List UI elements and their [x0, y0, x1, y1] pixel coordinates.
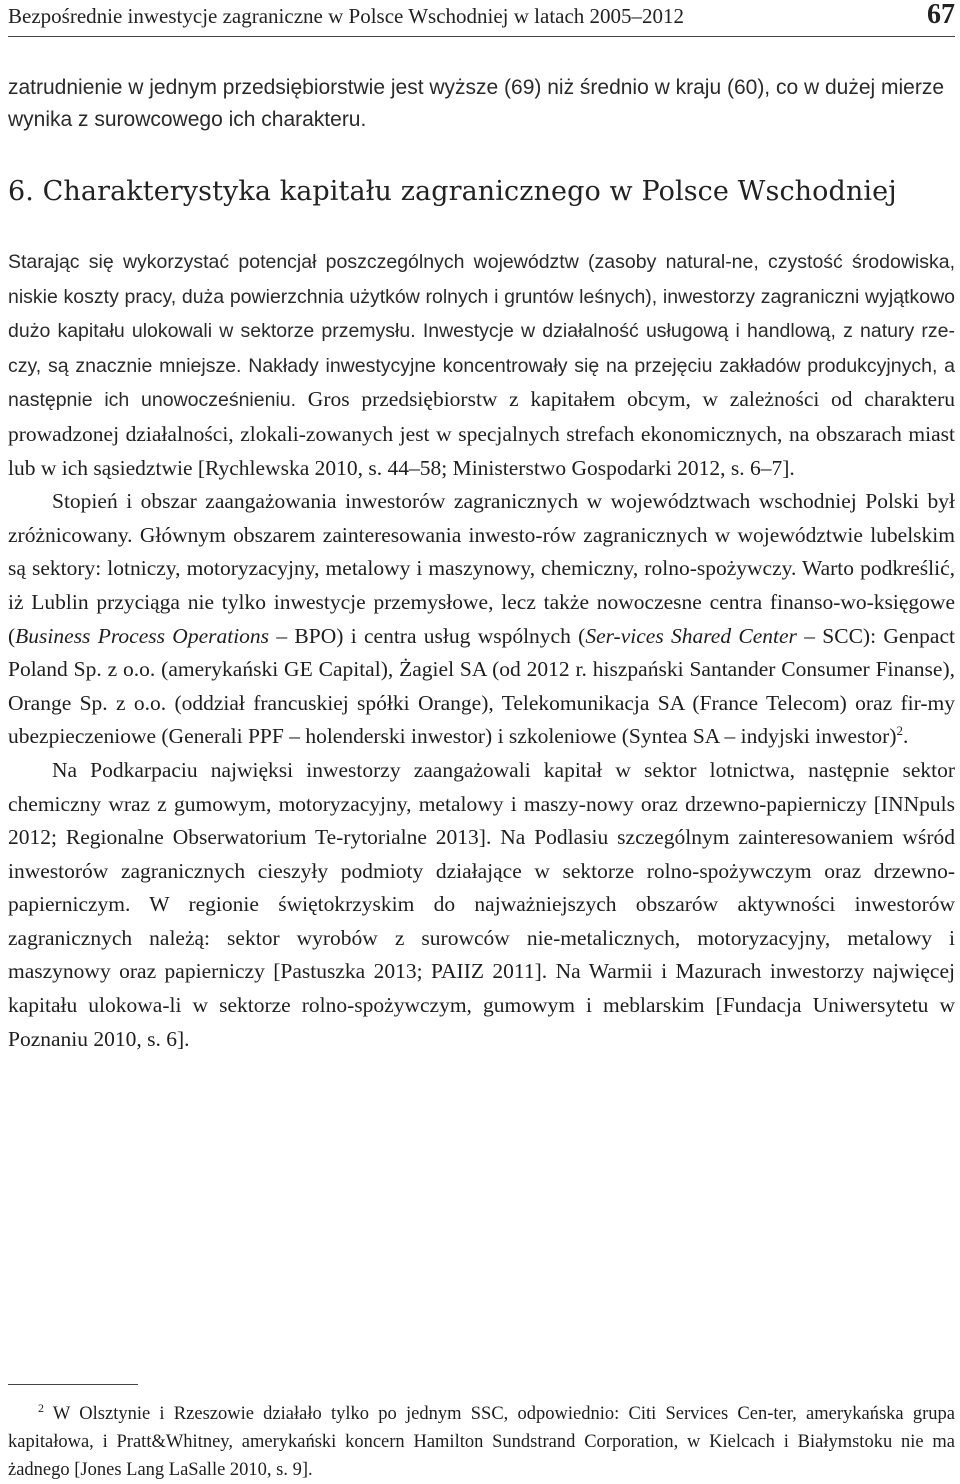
- footnote-mark: 2: [38, 1400, 44, 1415]
- paragraph-1-serif-part: Gros przedsiębiorstw z kapitałem obcym, w zależności od charakteru prowadzonej działalności, zlokali-zowanych jest w specjalnych strefach ekonomicznych, na obszarach miast lub w ich sąsiedztwie [Rychlewska 2010, s. 44–58; Ministerstwo Gospodarki 2012, s. 6–7].: [8, 387, 955, 480]
- paragraph-2-end: .: [902, 724, 909, 749]
- paragraph-2-part-c: – SCC): Genpact Poland Sp. z o.o. (amerykański GE Capital), Żagiel SA (od 2012 r. hiszpański Santander Consumer Finanse), Orange Sp. z o.o. (oddział francuskiej spółki Orange), Telekomunikacja SA (France Telecom) oraz fir-my ubezpieczeniowe (Generali PPF – holenderski inwestor) i szkoleniowe (Syntea SA – indyjski inwestor): [8, 623, 955, 749]
- main-text: [8, 245, 955, 1056]
- footnote-reference[interactable]: 2: [896, 723, 903, 739]
- paragraph-2-part-b: – BPO) i centra usług wspólnych (: [269, 623, 586, 648]
- paragraph-1: [8, 245, 955, 485]
- running-title: Bezpośrednie inwestycje zagraniczne w Polsce Wschodniej w latach 2005–2012: [8, 4, 685, 28]
- paragraph-2-part-a: Stopień i obszar zaangażowania inwestorów zagranicznych w województwach wschodniej Polski był zróżnicowany. Głównym obszarem zainteresowania inwesto-rów zagranicznych w województwie lubelskim są sektory: lotniczy, motoryzacyjny, metalowy i maszynowy, chemiczny, rolno-spożywczy. Warto podkreślić, iż Lublin przyciąga nie tylko inwestycje przemysłowe, lecz także nowoczesne centra finanso-wo-księgowe (: [8, 489, 955, 648]
- bpo-term: Business Process Operations: [15, 623, 270, 648]
- running-header: [8, 0, 955, 37]
- page: [8, 0, 955, 1484]
- paragraph-3: Na Podkarpaciu najwięksi inwestorzy zaangażowali kapitał w sektor lotnictwa, następnie sektor chemiczny wraz z gumowym, motoryzacyjny, metalowy i maszy-nowy oraz drzewno-papierniczy [INNpuls 2012; Regionalne Obserwatorium Te-rytorialne 2013]. Na Podlasiu szczególnym zainteresowaniem wśród inwestorów zagranicznych cieszyły podmioty działające w sektorze rolno-spożywczym oraz drzewno-papierniczym. W regionie świętokrzyskim do najważniejszych obszarów aktywności inwestorów zagranicznych należą: sektor wyrobów z surowców nie-metalicznych, motoryzacyjny, metalowy i maszynowy oraz papierniczy [Pastuszka 2013; PAIIZ 2011]. Na Warmii i Mazurach inwestorzy najwięcej kapitału ulokowa-li w sektorze rolno-spożywczym, gumowym i meblarskim [Fundacja Uniwersytetu w Poznaniu 2010, s. 6].: [8, 757, 955, 1051]
- section-heading: 6. Charakterystyka kapitału zagranicznego w Polsce Wschodniej: [8, 176, 897, 207]
- footnote: [8, 1400, 955, 1484]
- ssc-term: Ser-vices Shared Center: [585, 623, 797, 648]
- paragraph-1-sans-part: Starając się wykorzystać potencjał poszczególnych województw (zasoby natural-ne, czystość środowiska, niskie koszty pracy, duża powierzchnia użytków rolnych i gruntów leśnych), inwestorzy zagraniczni wyjątkowo dużo kapitału ulokowali w sektorze przemysłu. Inwestycje w działalność usługową i handlową, z natury rze-czy, są znacznie mniejsze. Nakłady inwestycyjne koncentrowały się na przejęciu zakładów produkcyjnych, a następnie ich unowocześnieniu.: [8, 251, 955, 412]
- intro-paragraph: zatrudnienie w jednym przedsiębiorstwie jest wyższe (69) niż średnio w kraju (60), co w dużej mierze wynika z surowcowego ich charakteru.: [8, 76, 945, 131]
- paragraph-2: [8, 485, 955, 754]
- page-number: 67: [927, 0, 955, 30]
- footnote-separator: [8, 1384, 138, 1385]
- footnote-text: W Olsztynie i Rzeszowie działało tylko po jednym SSC, odpowiednio: Citi Services Cen-ter, amerykańska grupa kapitałowa, i Pratt&Whitney, amerykański koncern Hamilton Sundstrand Corporation, w Kielcach i Białymstoku nie ma żadnego [Jones Lang LaSalle 2010, s. 9].: [8, 1404, 955, 1480]
